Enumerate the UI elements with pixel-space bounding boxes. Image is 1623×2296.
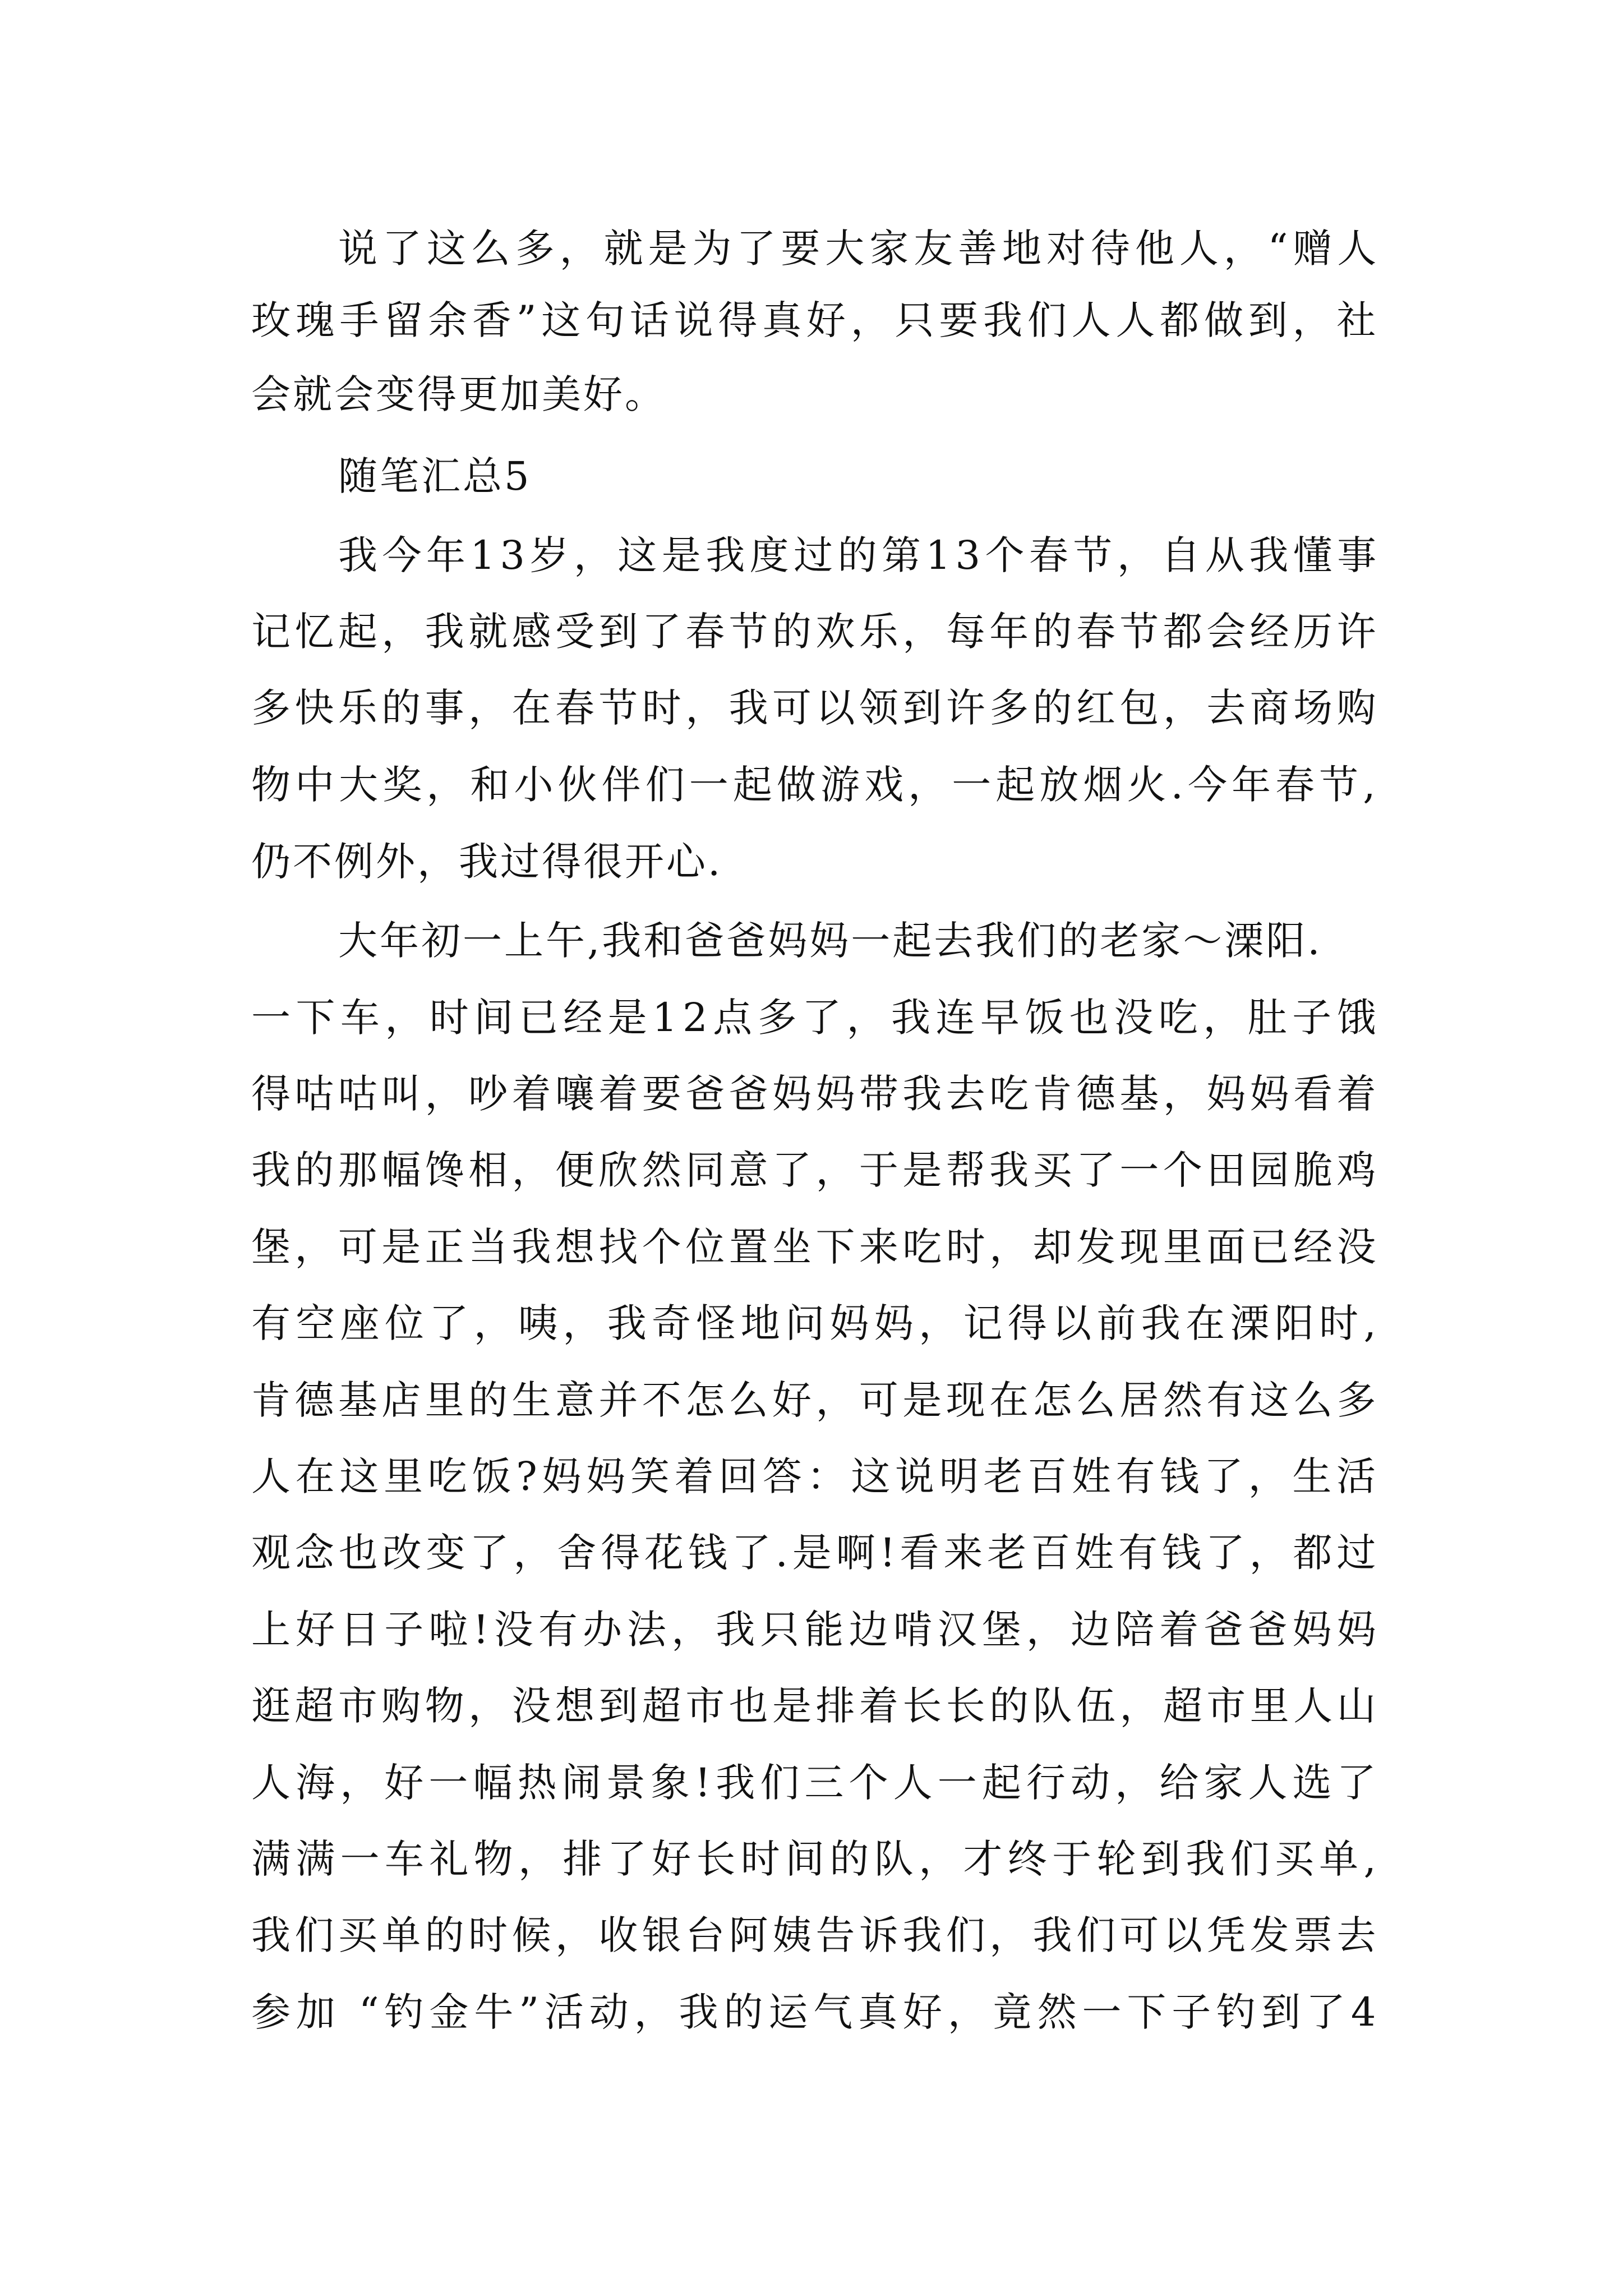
text-line: 满满一车礼物，排了好长时间的队，才终于轮到我们买单,	[251, 1836, 1382, 1882]
text-line: 有空座位了，咦，我奇怪地问妈妈，记得以前我在溧阳时,	[251, 1300, 1382, 1346]
text-line: 我今年13岁，这是我度过的第13个春节，自从我懂事	[338, 532, 1381, 578]
text-line: 多快乐的事，在春节时，我可以领到许多的红包，去商场购	[251, 685, 1380, 731]
text-line: 得咕咕叫，吵着嚷着要爸爸妈妈带我去吃肯德基，妈妈看着	[251, 1071, 1380, 1117]
text-line: 物中大奖，和小伙伴们一起做游戏，一起放烟火.今年春节,	[251, 762, 1380, 808]
text-line: 我们买单的时候，收银台阿姨告诉我们，我们可以凭发票去	[251, 1912, 1380, 1958]
text-line: 上好日子啦!没有办法，我只能边啃汉堡，边陪着爸爸妈妈	[251, 1607, 1381, 1653]
section-heading: 随笔汇总5	[338, 453, 532, 499]
text-line: 观念也改变了，舍得花钱了.是啊!看来老百姓有钱了，都过	[251, 1530, 1381, 1576]
text-line: 记忆起，我就感受到了春节的欢乐，每年的春节都会经历许	[251, 609, 1380, 655]
text-line: 说了这么多，就是为了要大家友善地对待他人，“赠人	[338, 226, 1382, 272]
text-line: 人在这里吃饭?妈妈笑着回答：这说明老百姓有钱了，生活	[251, 1453, 1381, 1499]
text-line: 肯德基店里的生意并不怎么好，可是现在怎么居然有这么多	[251, 1377, 1380, 1423]
text-line: 堡，可是正当我想找个位置坐下来吃时，却发现里面已经没	[251, 1224, 1380, 1270]
text-line: 大年初一上午,我和爸爸妈妈一起去我们的老家～溧阳.	[338, 918, 1322, 964]
text-line: 人海，好一幅热闹景象!我们三个人一起行动，给家人选了	[251, 1760, 1381, 1806]
text-line: 逛超市购物，没想到超市也是排着长长的队伍，超市里人山	[251, 1683, 1380, 1729]
text-line: 仍不例外，我过得很开心.	[251, 839, 723, 885]
text-line: 一下车，时间已经是12点多了，我连早饭也没吃，肚子饿	[251, 995, 1382, 1041]
text-line: 会就会变得更加美好。	[251, 371, 666, 417]
text-line: 玫瑰手留余香”这句话说得真好，只要我们人人都做到，社	[251, 297, 1381, 343]
text-line: 参加 “钓金牛”活动，我的运气真好，竟然一下子钓到了4	[251, 1989, 1382, 2035]
text-line: 我的那幅馋相，便欣然同意了，于是帮我买了一个田园脆鸡	[251, 1147, 1380, 1193]
